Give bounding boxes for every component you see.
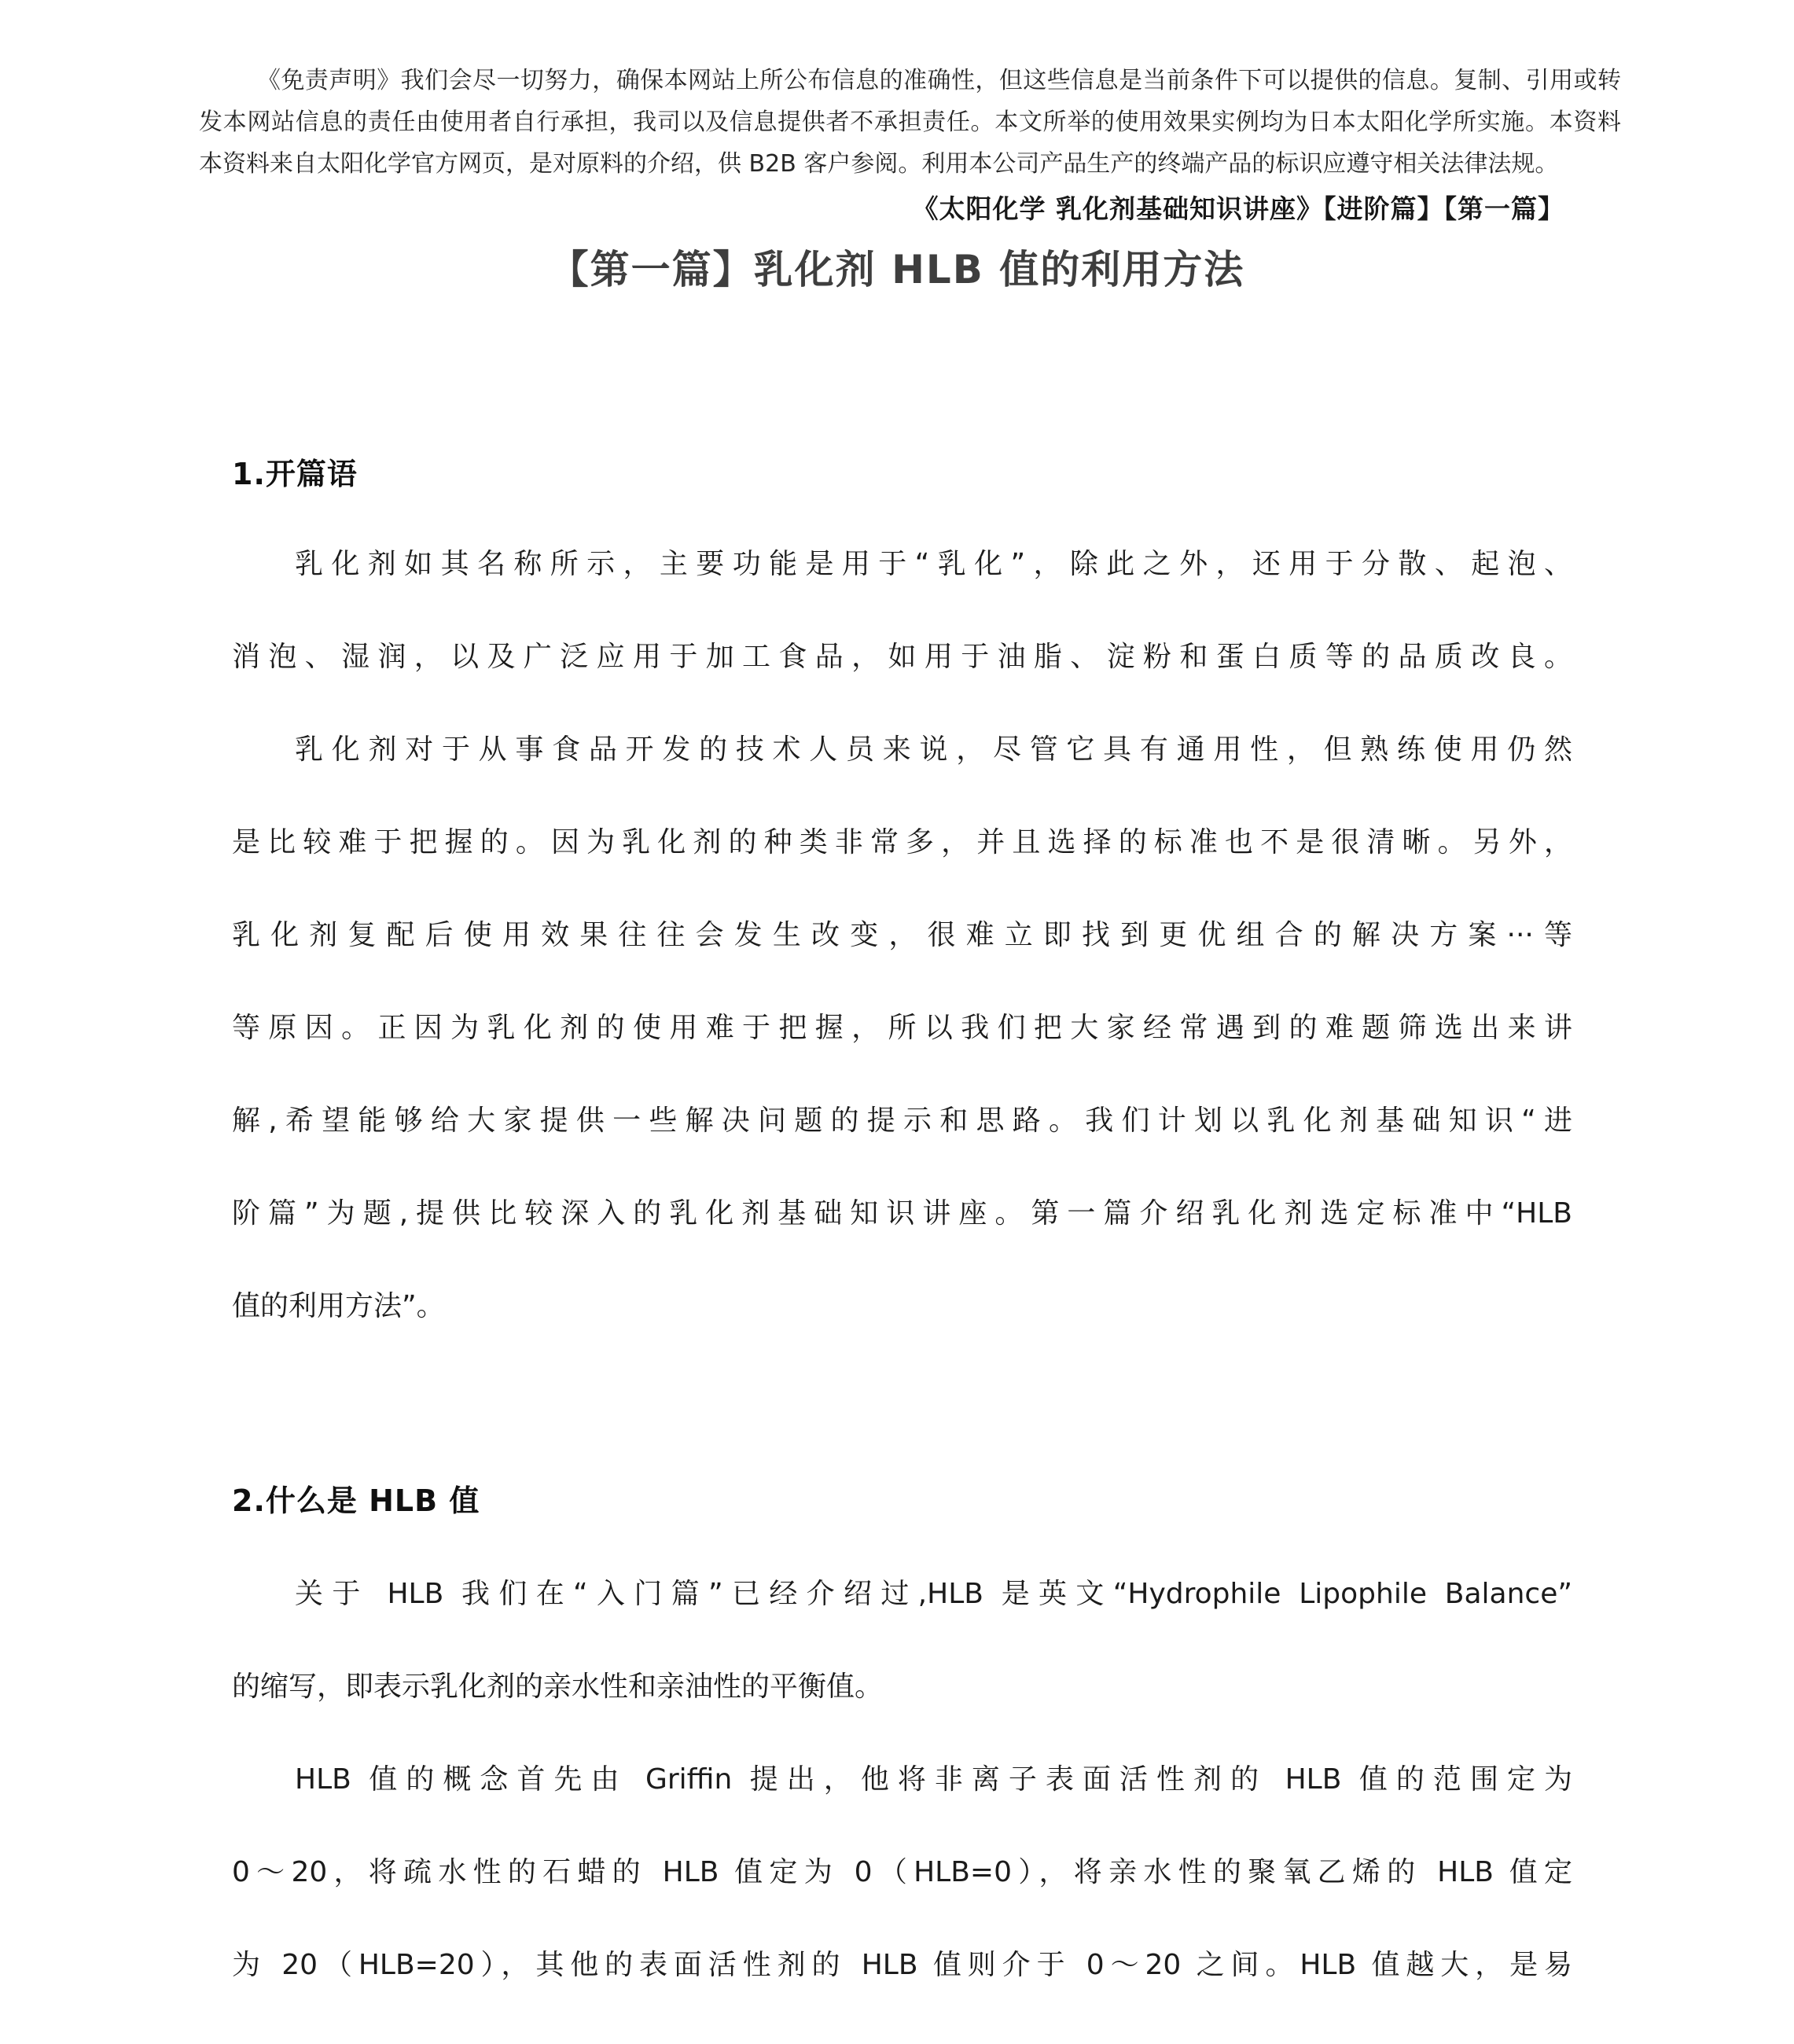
page-title: 【第一篇】乳化剂 HLB 值的利用方法 [549,247,1245,292]
disclaimer-line: 本资料来自太阳化学官方网页，是对原料的介绍，供 B2B 客户参阅。利用本公司产品生产的终端产品的标识应遵守相关法律法规。 [199,150,1559,178]
paragraph-line: 的缩写，即表示乳化剂的亲水性和亲油性的平衡值。 [232,1671,884,1703]
paragraph [232,704,1572,1353]
paragraph-line: 为 20（HLB=20），其他的表面活性剂的 HLB 值则介于 0～20 之间。HLB 值越大，是易 [232,1949,1572,1981]
paragraph-line: 关于 HLB 我们在“入门篇”已经介绍过,HLB 是英文“Hydrophile Lipophile Balance” [295,1578,1572,1610]
paragraph-line: 乳化剂如其名称所示，主要功能是用于“乳化”，除此之外，还用于分散、起泡、 [295,548,1572,580]
paragraph [232,518,1572,704]
paragraph [232,1733,1572,2012]
paragraph-line: 解,希望能够给大家提供一些解决问题的提示和思路。我们计划以乳化剂基础知识“进 [232,1105,1572,1137]
section-2-heading: 2.什么是 HLB 值 [232,1483,480,1518]
disclaimer-line: 发本网站信息的责任由使用者自行承担，我司以及信息提供者不承担责任。本文所举的使用效果实例均为日本太阳化学所实施。本资料 [199,108,1621,136]
paragraph-line: 消泡、湿润，以及广泛应用于加工食品，如用于油脂、淀粉和蛋白质等的品质改良。 [232,641,1572,673]
paragraph-line: HLB 值的概念首先由 Griffin 提出，他将非离子表面活性剂的 HLB 值的范围定为 [295,1763,1572,1796]
paragraph-line: 值的利用方法”。 [232,1290,445,1322]
paragraph-line: 乳化剂复配后使用效果往往会发生改变，很难立即找到更优组合的解决方案···等 [232,919,1572,951]
paragraph-line: 阶篇”为题,提供比较深入的乳化剂基础知识讲座。第一篇介绍乳化剂选定标准中“HLB [232,1197,1572,1230]
paragraph-line: 是比较难于把握的。因为乳化剂的种类非常多，并且选择的标准也不是很清晰。另外， [232,826,1572,858]
paragraph-line: 等原因。正因为乳化剂的使用难于把握，所以我们把大家经常遇到的难题筛选出来讲 [232,1012,1572,1044]
series-subtitle: 《太阳化学 乳化剂基础知识讲座》【进阶篇】【第一篇】 [912,193,1564,224]
paragraph-line: 0～20，将疏水性的石蜡的 HLB 值定为 0（HLB=0），将亲水性的聚氧乙烯的 HLB 值定 [232,1856,1572,1888]
paragraph-line: 乳化剂对于从事食品开发的技术人员来说，尽管它具有通用性，但熟练使用仍然 [295,733,1572,766]
paragraph [232,1548,1572,1733]
disclaimer-block [199,60,1621,185]
section-1-heading: 1.开篇语 [232,457,358,491]
disclaimer-line: 《免责声明》我们会尽一切努力，确保本网站上所公布信息的准确性，但这些信息是当前条件下可以提供的信息。复制、引用或转 [257,67,1621,94]
